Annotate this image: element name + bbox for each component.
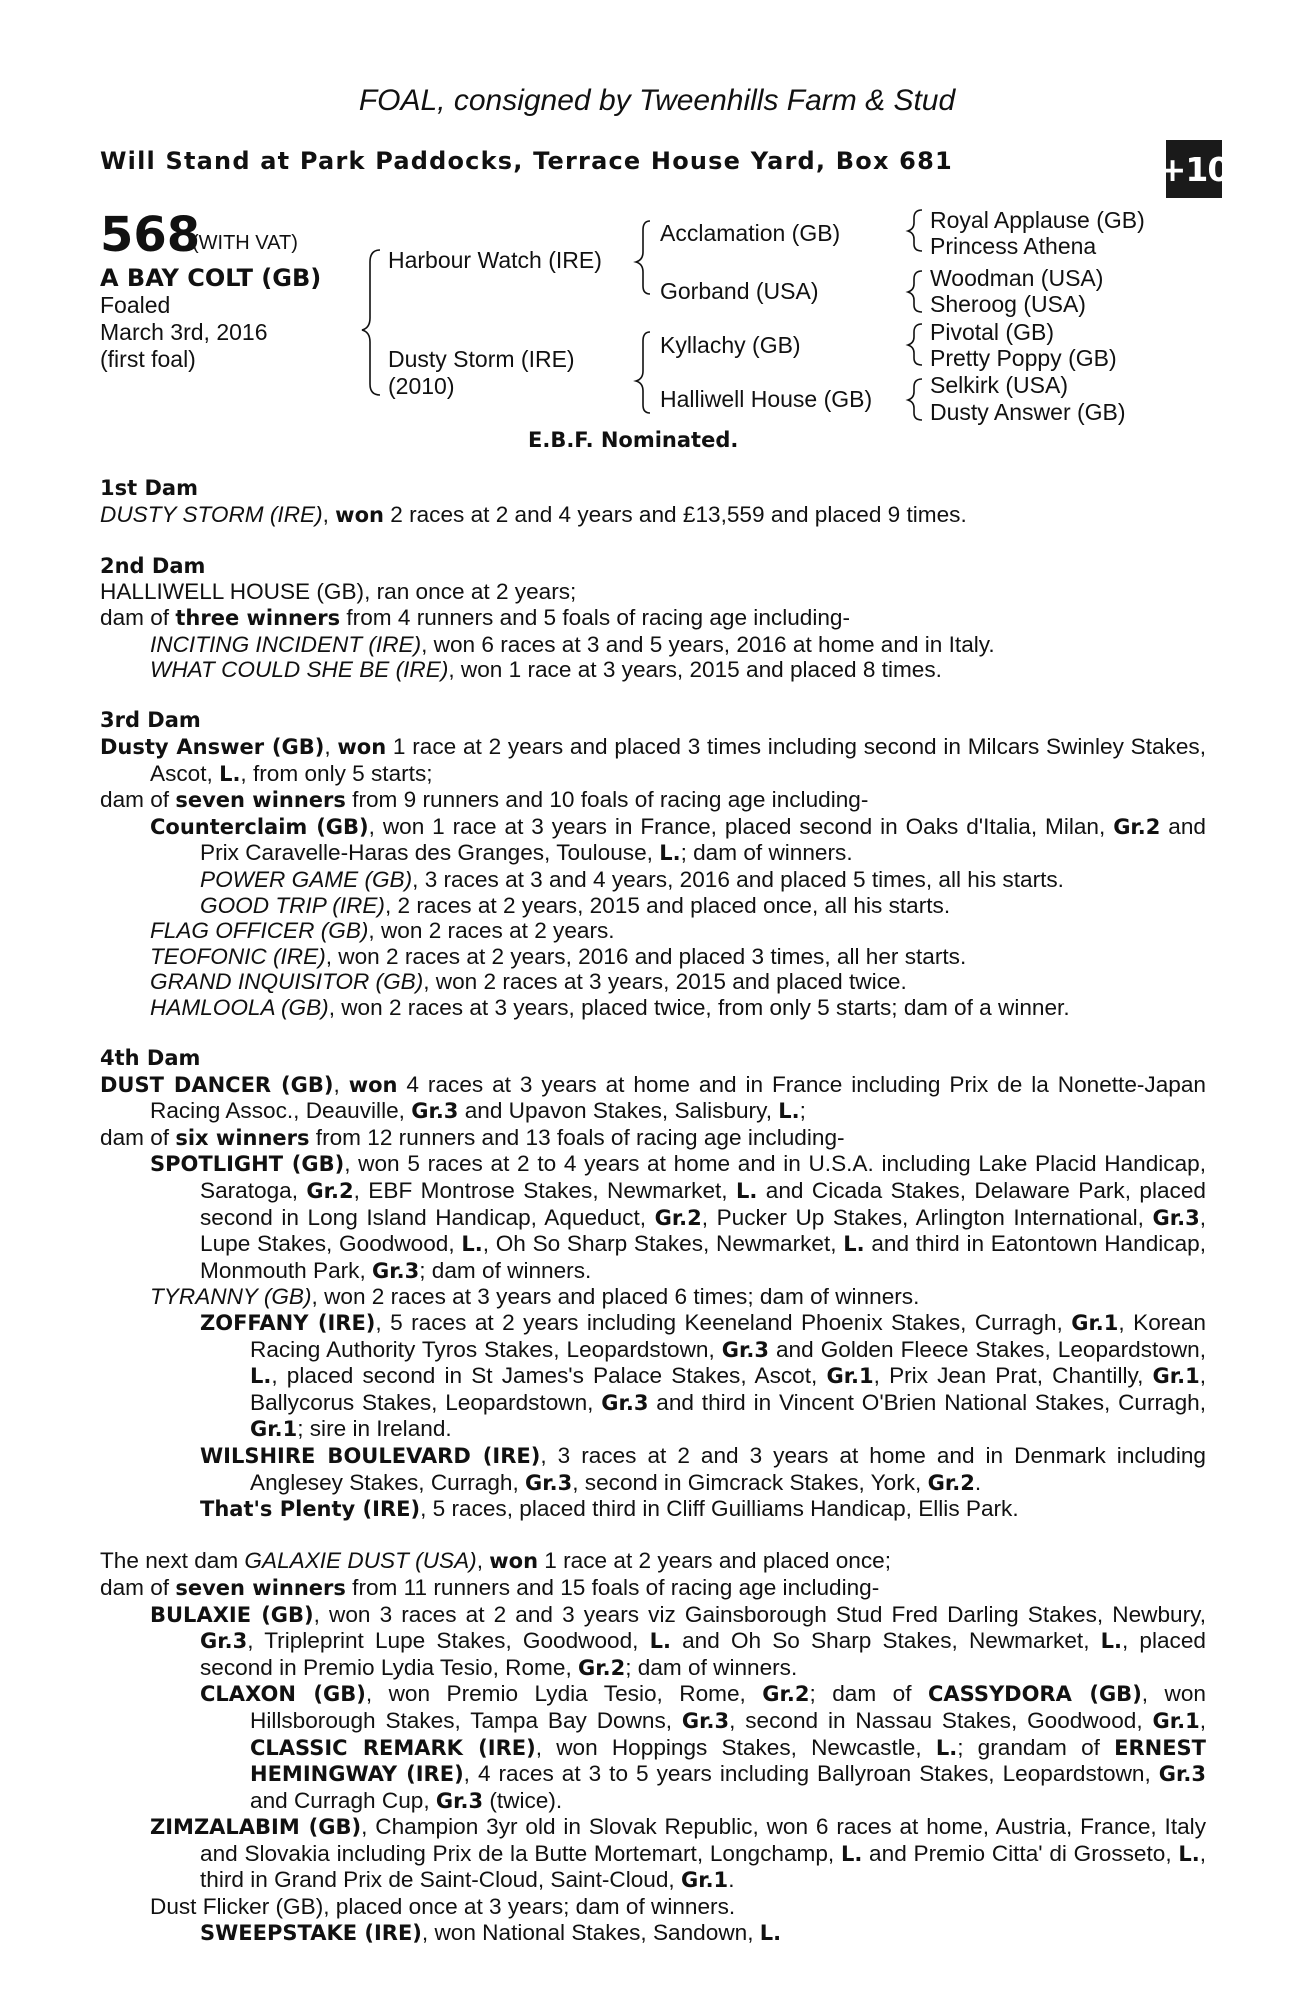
listed-mark: L.	[1178, 1841, 1200, 1866]
produce-entry	[100, 1681, 1206, 1814]
horse-name: FLAG OFFICER (GB)	[150, 918, 369, 944]
horse-record: , Ballycorus Stakes, Leopardstown,	[250, 1363, 1207, 1415]
horse-name: HAMLOOLA (GB)	[150, 994, 329, 1020]
horse-record: , 3 races at 3 and 4 years, 2016 and placed 5 times, all his starts.	[412, 866, 1064, 892]
third-dam-line: Dusty Answer (GB), won 1 race at 2 years and placed 3 times including second in Milcars Swinley Stakes, Ascot, L., from only 5 starts;	[100, 733, 1206, 786]
horse-name: GOOD TRIP (IRE)	[200, 892, 385, 918]
horse-record: , won Premio Lydia Tesio, Rome,	[365, 1681, 763, 1707]
lot-vat: (WITH VAT)	[192, 232, 298, 254]
listed-mark: L.	[219, 761, 241, 786]
dam-of-label: dam of	[100, 1124, 176, 1150]
separator: ,	[1199, 1707, 1206, 1733]
first-dam-heading: 1st Dam	[100, 476, 198, 500]
horse-record: , won Hoppings Stakes, Newcastle,	[535, 1734, 936, 1760]
horse-record: and third in Eatontown Handicap, Monmouth Park,	[200, 1231, 1206, 1283]
produce-entry	[100, 918, 1206, 944]
horse-name: GRAND INQUISITOR (GB)	[150, 969, 424, 995]
group-mark: Gr.3	[200, 1629, 248, 1654]
horse-name: ERNEST HEMINGWAY (IRE)	[250, 1735, 1207, 1787]
horse-name: POWER GAME (GB)	[200, 866, 413, 892]
horse-record: , won 2 races at 3 years and placed 6 times; dam of winners.	[311, 1284, 920, 1310]
next-dam-line	[100, 1548, 1206, 1575]
horse-name: SPOTLIGHT (GB)	[150, 1152, 345, 1177]
produce-entry	[100, 1310, 1206, 1443]
group-mark: Gr.2	[762, 1682, 810, 1707]
group-mark: Gr.2	[306, 1179, 354, 1204]
horse-record: , Tripleprint Lupe Stakes, Goodwood,	[247, 1628, 650, 1654]
horse-record: , Oh So Sharp Stakes, Newmarket,	[482, 1231, 844, 1257]
produce-summary-rest: from 12 runners and 13 foals of racing age including-	[309, 1124, 845, 1150]
horse-record: and Curragh Cup,	[250, 1787, 436, 1813]
group-mark: Gr.3	[411, 1099, 459, 1124]
horse-record: and Premio Citta' di Grosseto,	[862, 1840, 1179, 1866]
listed-mark: L.	[461, 1232, 483, 1257]
pedigree-gen3-2: Princess Athena	[930, 233, 1097, 259]
group-mark: Gr.1	[1071, 1311, 1119, 1335]
consignor-line: FOAL, consigned by Tweenhills Farm & Stud	[358, 84, 956, 117]
second-dam-line: HALLIWELL HOUSE (GB), ran once at 2 years;	[100, 579, 577, 605]
pedigree-gen3-6: Pretty Poppy (GB)	[930, 345, 1117, 371]
group-mark: Gr.2	[1113, 814, 1161, 839]
group-mark: Gr.3	[721, 1337, 769, 1362]
fourth-dam-line: DUST DANCER (GB), won 4 races at 3 years at home and in France including Prix de la Nonette-Japan Racing Assoc., Deauville, Gr.3 and Upavon Stakes, Salisbury, L.;	[100, 1071, 1206, 1124]
horse-record: , Champion 3yr old in Slovak Republic, won 6 races at home, Austria, France, Italy and Slovakia including Prix de la Butte Mortemart, Longchamp,	[200, 1814, 1206, 1866]
bracket-gen3-b	[908, 271, 922, 312]
lot-note: (first foal)	[100, 346, 196, 372]
bracket-gen1	[362, 250, 380, 395]
pedigree-gen3-3: Woodman (USA)	[930, 265, 1104, 291]
horse-record: and Golden Fleece Stakes, Leopardstown,	[768, 1336, 1206, 1362]
horse-record: ; dam of winners.	[419, 1257, 592, 1283]
horse-record: ; dam of	[809, 1681, 928, 1707]
produce-entry: Dust Flicker (GB), placed once at 3 years; dam of winners.	[150, 1894, 736, 1920]
produce-entry	[100, 893, 1206, 919]
horse-name: CLAXON (GB)	[200, 1682, 366, 1707]
produce-entry	[100, 632, 1206, 658]
won-label: won	[348, 1072, 398, 1097]
produce-entry	[100, 657, 1206, 683]
pedigree-gen3-1: Royal Applause (GB)	[930, 207, 1145, 233]
listed-mark: L.	[935, 1735, 958, 1760]
won-label: won	[489, 1549, 539, 1574]
horse-record: , placed second in St James's Palace Stakes, Ascot,	[271, 1363, 827, 1389]
horse-record: and Oh So Sharp Stakes, Newmarket,	[670, 1628, 1101, 1654]
horse-record: , Pucker Up Stakes, Arlington International,	[701, 1204, 1153, 1230]
horse-name: BULAXIE (GB)	[150, 1602, 314, 1627]
horse-record: , won 2 races at 3 years, placed twice, from only 5 starts; dam of a winner.	[328, 994, 1070, 1020]
horse-name: GALAXIE DUST (USA)	[244, 1548, 477, 1574]
dam-of-label: dam of	[100, 787, 176, 813]
winners-count: three winners	[175, 605, 341, 630]
horse-record: , 3 races at 2 and 3 years at home and in Denmark including Anglesey Stakes, Curragh,	[250, 1442, 1206, 1495]
horse-record: ; dam of winners.	[625, 1654, 798, 1680]
horse-record: , won 5 races at 2 to 4 years at home and in U.S.A. including Lake Placid Handicap, Saratoga,	[200, 1151, 1207, 1204]
second-dam-heading: 2nd Dam	[100, 553, 206, 578]
horse-record: , Prix Jean Prat, Chantilly,	[873, 1363, 1153, 1389]
horse-record: , Lupe Stakes, Goodwood,	[200, 1204, 1206, 1257]
produce-entry	[100, 814, 1206, 867]
horse-record: ; dam of winners.	[680, 840, 853, 866]
horse-name: DUST DANCER (GB)	[100, 1072, 334, 1097]
produce-entry	[100, 1496, 1206, 1523]
group-mark: Gr.2	[654, 1205, 702, 1230]
lot-title: A BAY COLT (GB)	[100, 264, 322, 292]
horse-record: 1 race at 2 years and placed 3 times including second in Milcars Swinley Stakes, Ascot,	[150, 733, 1206, 786]
group-mark: Gr.1	[826, 1364, 874, 1389]
horse-record: and Cicada Stakes, Delaware Park, placed second in Long Island Handicap, Aqueduct,	[200, 1178, 1206, 1230]
separator: ,	[476, 1548, 490, 1574]
third-dam-produce-summary	[100, 787, 1206, 814]
produce-summary-rest: from 9 runners and 10 foals of racing age including-	[345, 787, 869, 813]
winners-count: seven winners	[175, 788, 346, 813]
bracket-gen2-lower	[636, 332, 650, 413]
bracket-gen2-upper	[636, 221, 650, 294]
next-dam-intro: The next dam	[100, 1548, 245, 1574]
listed-mark: L.	[250, 1364, 272, 1389]
horse-record: , won Hillsborough Stakes, Tampa Bay Downs,	[250, 1681, 1206, 1733]
won-label: won	[337, 734, 387, 759]
pedigree-gen3-8: Dusty Answer (GB)	[930, 399, 1126, 425]
produce-summary-rest: from 4 runners and 5 foals of racing age including-	[340, 604, 851, 630]
horse-record: , second in Gimcrack Stakes, York,	[572, 1469, 928, 1495]
horse-name: ZOFFANY (IRE)	[200, 1311, 376, 1335]
horse-name: WHAT COULD SHE BE (IRE)	[150, 657, 449, 683]
horse-record: , won 2 races at 2 years.	[368, 918, 615, 944]
group-mark: Gr.3	[372, 1258, 420, 1283]
group-mark: Gr.3	[435, 1788, 484, 1813]
next-dam-produce-summary	[100, 1575, 1206, 1602]
group-mark: Gr.3	[525, 1470, 573, 1495]
horse-record: , 2 races at 2 years, 2015 and placed once, all his starts.	[384, 892, 951, 918]
produce-entry	[100, 1602, 1206, 1682]
lot-badge: +10	[1166, 140, 1222, 198]
produce-entry	[100, 944, 1206, 970]
produce-entry	[100, 1814, 1206, 1894]
horse-record: .	[974, 1469, 982, 1495]
listed-mark: L.	[659, 841, 681, 866]
winners-count: six winners	[175, 1125, 310, 1150]
listed-mark: L.	[1100, 1629, 1122, 1654]
horse-record: .	[728, 1867, 735, 1893]
listed-mark: L.	[735, 1179, 758, 1204]
horse-record: , 5 races at 2 years including Keeneland Phoenix Stakes, Curragh,	[375, 1310, 1072, 1335]
produce-entry	[100, 995, 1206, 1021]
pedigree-sire: Harbour Watch (IRE)	[388, 247, 602, 273]
bracket-gen3-d	[908, 379, 922, 420]
won-label: won	[335, 502, 384, 527]
horse-name: That's Plenty (IRE)	[200, 1497, 421, 1522]
pedigree-gen3-7: Selkirk (USA)	[930, 372, 1069, 398]
pedigree-gen3-4: Sheroog (USA)	[930, 291, 1086, 317]
horse-record: 4 races at 3 years at home and in France including Prix de la Nonette-Japan Racing Assoc., Deauville,	[150, 1071, 1206, 1124]
horse-name: ZIMZALABIM (GB)	[150, 1815, 362, 1840]
group-mark: Gr.3	[601, 1390, 649, 1415]
horse-record: , won National Stakes, Sandown,	[421, 1919, 760, 1945]
dam-of-label: dam of	[100, 1574, 176, 1600]
winners-count: seven winners	[175, 1575, 346, 1600]
listed-mark: L.	[759, 1920, 782, 1945]
foaled-label: Foaled	[100, 292, 171, 318]
third-dam-heading: 3rd Dam	[100, 708, 201, 733]
pedigree-sire-sire: Acclamation (GB)	[660, 220, 841, 246]
horse-record: 1 race at 2 years and placed once;	[538, 1548, 891, 1574]
horse-name: WILSHIRE BOULEVARD (IRE)	[200, 1443, 541, 1468]
horse-name: CASSYDORA (GB)	[927, 1682, 1142, 1707]
bracket-gen3-a	[908, 210, 922, 251]
group-mark: Gr.2	[927, 1470, 975, 1495]
horse-name: Counterclaim (GB)	[150, 814, 369, 839]
group-mark: Gr.2	[578, 1655, 626, 1680]
group-mark: Gr.1	[1152, 1708, 1200, 1733]
pedigree-dam-dam: Halliwell House (GB)	[660, 386, 873, 412]
horse-record: , from only 5 starts;	[240, 760, 433, 786]
group-mark: Gr.1	[250, 1417, 298, 1442]
catalogue-body	[100, 476, 1206, 1946]
pedigree-sire-dam: Gorband (USA)	[660, 278, 819, 304]
first-dam-record: 2 races at 2 and 4 years and £13,559 and placed 9 times.	[383, 501, 967, 527]
group-mark: Gr.3	[1152, 1205, 1200, 1230]
horse-record: and third in Vincent O'Brien National Stakes, Curragh,	[648, 1389, 1206, 1415]
produce-entry	[100, 1920, 1206, 1947]
horse-name: TEOFONIC (IRE)	[150, 943, 326, 969]
first-dam-name: DUSTY STORM (IRE)	[100, 501, 323, 527]
horse-name: SWEEPSTAKE (IRE)	[200, 1920, 422, 1945]
horse-name: TYRANNY (GB)	[150, 1284, 312, 1310]
listed-mark: L.	[649, 1629, 671, 1654]
horse-record: , 5 races, placed third in Cliff Guilliams Handicap, Ellis Park.	[420, 1496, 1019, 1522]
horse-record: (twice).	[483, 1787, 563, 1813]
pedigree-dam-year: (2010)	[388, 373, 455, 399]
pedigree-dam: Dusty Storm (IRE)	[388, 346, 575, 372]
ebf-nominated: E.B.F. Nominated.	[528, 428, 739, 452]
horse-record: , EBF Montrose Stakes, Newmarket,	[353, 1178, 736, 1204]
horse-record: , won 2 races at 3 years, 2015 and placed twice.	[423, 969, 907, 995]
first-dam-line: DUSTY STORM (IRE), won 2 races at 2 and 4 years and £13,559 and placed 9 times.	[100, 501, 967, 527]
produce-summary-rest: from 11 runners and 15 foals of racing age including-	[345, 1574, 880, 1600]
produce-entry	[100, 867, 1206, 893]
foaled-date: March 3rd, 2016	[100, 319, 268, 345]
horse-record: , third in Grand Prix de Saint-Cloud, Saint-Cloud,	[200, 1840, 1206, 1893]
horse-record: ; sire in Ireland.	[297, 1416, 452, 1442]
dam-of-label: dam of	[100, 604, 176, 630]
produce-entry	[100, 969, 1206, 995]
horse-name: Dusty Answer (GB)	[100, 734, 325, 759]
group-mark: Gr.3	[1158, 1762, 1206, 1787]
horse-record: ; grandam of	[957, 1734, 1115, 1760]
listed-mark: L.	[778, 1099, 800, 1124]
bracket-gen3-c	[908, 324, 922, 365]
listed-mark: L.	[840, 1841, 863, 1866]
horse-record: , won 1 race at 3 years in France, placed second in Oaks d'Italia, Milan,	[368, 813, 1114, 839]
fourth-dam-heading: 4th Dam	[100, 1046, 201, 1071]
listed-mark: L.	[843, 1232, 865, 1257]
group-mark: Gr.1	[680, 1868, 729, 1893]
pedigree-dam-sire: Kyllachy (GB)	[660, 332, 801, 358]
produce-entry	[100, 1151, 1206, 1284]
produce-entry	[100, 1443, 1206, 1496]
horse-record: , won 3 races at 2 and 3 years viz Gainsborough Stud Fred Darling Stakes, Newbury,	[313, 1601, 1207, 1627]
horse-record: , won 2 races at 2 years, 2016 and placed 3 times, all her starts.	[325, 943, 967, 969]
horse-record: and Upavon Stakes, Salisbury,	[458, 1098, 779, 1124]
lot-number: 568	[100, 207, 201, 263]
stand-location: Will Stand at Park Paddocks, Terrace House Yard, Box 681	[100, 147, 953, 175]
horse-record: and Prix Caravelle-Haras des Granges, Toulouse,	[200, 813, 1206, 866]
group-mark: Gr.3	[681, 1708, 730, 1733]
horse-name: INCITING INCIDENT (IRE)	[150, 631, 422, 657]
produce-entry	[100, 1284, 1206, 1310]
pedigree-gen3-5: Pivotal (GB)	[930, 319, 1054, 345]
horse-record: , second in Nassau Stakes, Goodwood,	[729, 1707, 1153, 1733]
horse-name: CLASSIC REMARK (IRE)	[250, 1735, 536, 1760]
group-mark: Gr.1	[1152, 1364, 1200, 1389]
fourth-dam-produce-summary	[100, 1125, 1206, 1152]
horse-record: , won 6 races at 3 and 5 years, 2016 at home and in Italy.	[421, 631, 995, 657]
horse-record: ;	[799, 1098, 806, 1124]
horse-record: , Korean Racing Authority Tyros Stakes, Leopardstown,	[250, 1310, 1206, 1362]
horse-record: , 4 races at 3 to 5 years including Ballyroan Stakes, Leopardstown,	[463, 1761, 1159, 1787]
horse-record: , won 1 race at 3 years, 2015 and placed 8 times.	[448, 657, 942, 683]
horse-record: , placed second in Premio Lydia Tesio, Rome,	[200, 1628, 1206, 1680]
second-dam-produce-summary	[100, 605, 1206, 632]
